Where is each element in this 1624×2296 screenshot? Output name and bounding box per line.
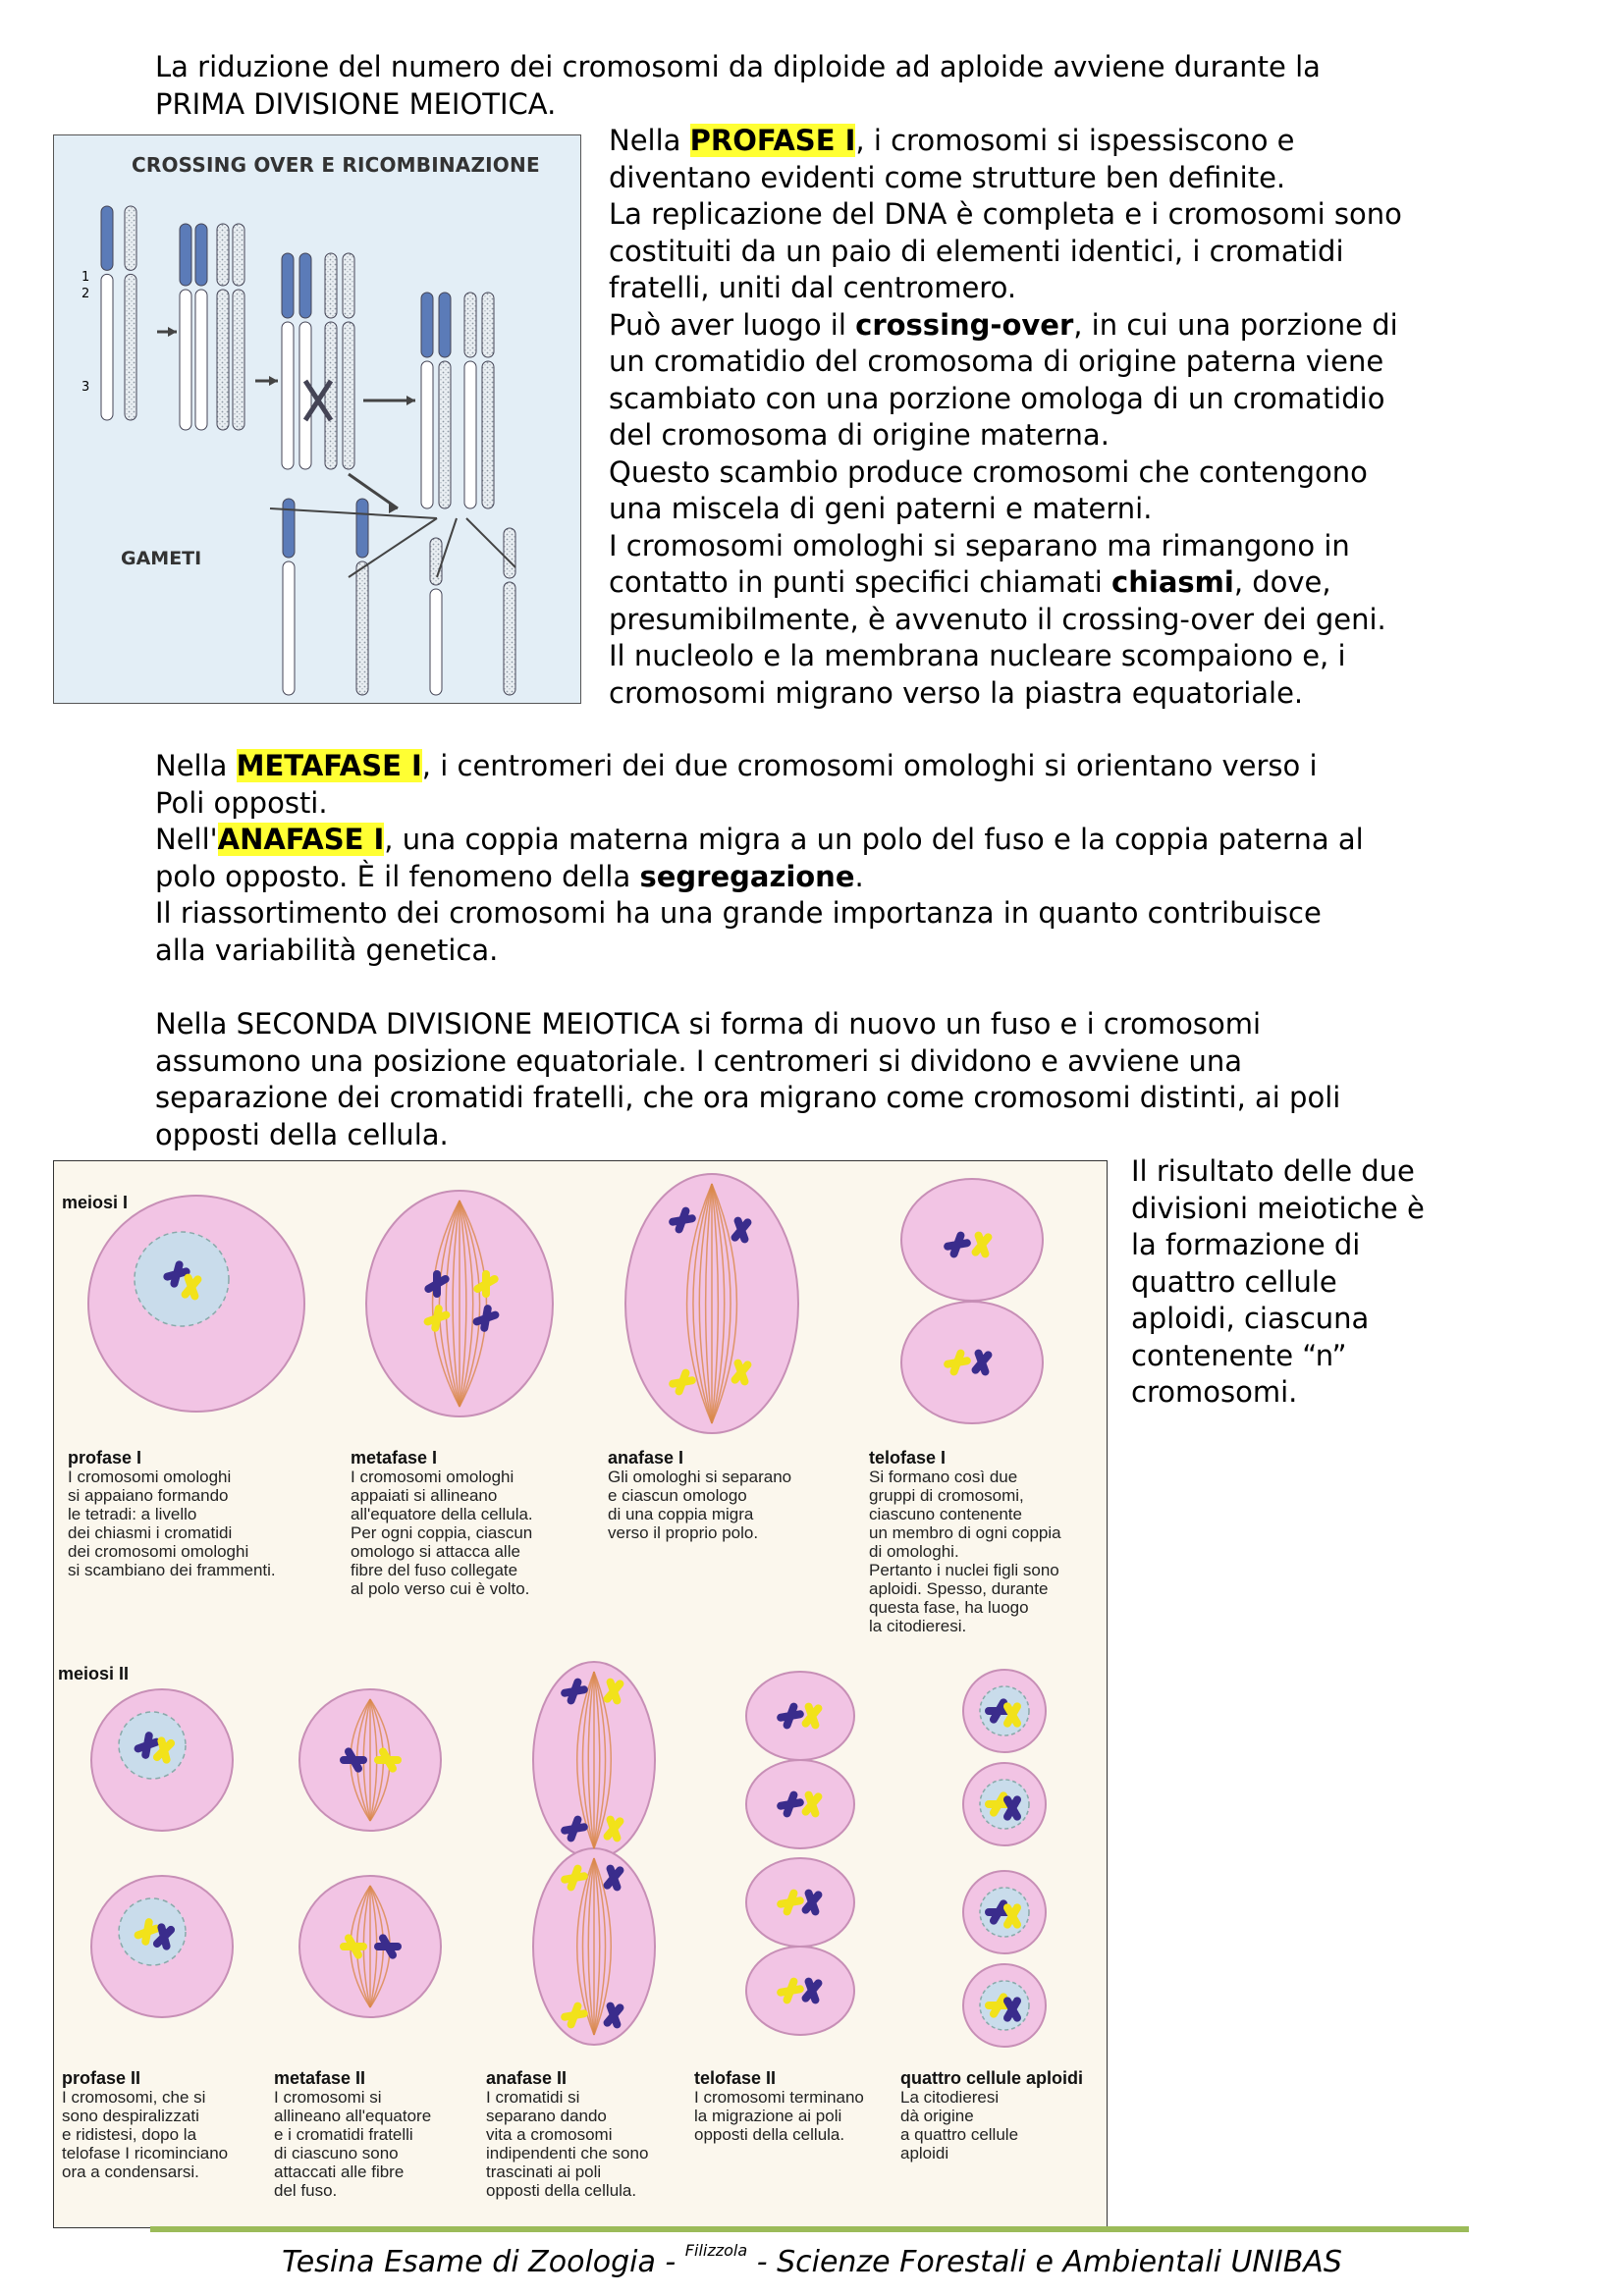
footer-right: - Scienze Forestali e Ambientali UNIBAS	[747, 2245, 1342, 2279]
phase-label-metafase-1: metafase I	[351, 1448, 438, 1468]
chromatid-m2b-lower	[233, 290, 244, 430]
chromatid-p3b-lower	[299, 322, 311, 469]
footer-rule	[150, 2226, 1469, 2232]
crossing-over-figure	[53, 134, 581, 704]
prophase-line-6a: Può aver luogo il	[609, 307, 856, 342]
gamete-4-upper	[504, 528, 515, 578]
figure-title: CROSSING OVER E RICOMBINAZIONE	[132, 153, 540, 177]
phase-label-anafase-1: anafase I	[608, 1448, 684, 1468]
gamete-4-lower	[504, 582, 515, 695]
gamete-3-lower	[430, 589, 442, 695]
arrow-line-4	[349, 474, 398, 508]
chromatid-p1-lower	[101, 274, 113, 420]
result-line-3: la formazione di	[1131, 1228, 1361, 1261]
chromatid-m3b-lower	[343, 322, 354, 469]
chromatid-p2a-upper	[180, 224, 191, 286]
second-division-line-1: Nella SECONDA DIVISIONE MEIOTICA si forma di nuovo un fuso e i cromosomi	[155, 1007, 1262, 1041]
locus-label-1: 1	[81, 270, 90, 285]
chromatid-p3a-upper	[282, 253, 294, 318]
prophase-paragraph	[609, 123, 1492, 712]
chromatid-m4a-lower	[464, 361, 476, 508]
gamete-2-upper	[356, 499, 368, 558]
metaphase-line-2: Poli opposti.	[155, 785, 328, 820]
chromosome-group	[101, 206, 515, 695]
phase-caption-anafase-1: Gli omologhi si separano e ciascun omologo di una coppia migra verso il proprio polo.	[608, 1468, 792, 1542]
phase-label-telofase-2: telofase II	[694, 2068, 777, 2088]
prophase-line-5: fratelli, uniti dal centromero.	[609, 271, 1017, 304]
result-paragraph	[1131, 1153, 1465, 1412]
chromatid-m3b-upper	[343, 253, 354, 318]
intro-line-1: La riduzione del numero dei cromosomi da diploide ad aploide avviene durante la	[155, 50, 1321, 83]
result-line-1: Il risultato delle due	[1131, 1154, 1415, 1188]
prophase-line-13c: , dove,	[1233, 565, 1331, 599]
second-division-line-4: opposti della cellula.	[155, 1117, 449, 1151]
cell-telofase-1-bottom	[901, 1302, 1043, 1423]
gametes-label: GAMETI	[121, 548, 202, 569]
chromatid-m2b-upper	[233, 224, 244, 286]
phase-caption-metafase-2: I cromosomi si allineano all'equatore e i cromatidi fratelli di ciascuno sono attaccati alle fibre del fuso.	[274, 2088, 432, 2200]
prophase-line-11: una miscela di geni paterni e materni.	[609, 492, 1153, 525]
phase-label-anafase-2: anafase II	[486, 2068, 568, 2088]
chromatid-p4a-upper	[421, 293, 433, 357]
result-line-5: aploidi, ciascuna	[1131, 1302, 1370, 1335]
crossing-over-term: crossing-over	[855, 307, 1074, 342]
prophase-line-10: Questo scambio produce cromosomi che contengono	[609, 454, 1368, 489]
prophase-line-14: presumibilmente, è avvenuto il crossing-over dei geni.	[609, 602, 1386, 636]
prophase-line-16: cromosomi migrano verso la piastra equatoriale.	[609, 675, 1304, 710]
chromatid-m4b-lower	[482, 361, 494, 508]
result-line-7: cromosomi.	[1131, 1375, 1298, 1409]
chromatid-m2a-lower	[217, 290, 229, 430]
prophase-line-8: scambiato con una porzione omologa di un cromatidio	[609, 381, 1385, 415]
anaphase-line-1: , una coppia materna migra a un polo del fuso e la coppia paterna al	[384, 823, 1364, 856]
gamete-1-lower	[283, 561, 295, 695]
prophase-line-1: , i cromosomi si ispessiscono e	[855, 124, 1295, 157]
prophase-line-15: Il nucleolo e la membrana nucleare scompaiono e, i	[609, 639, 1346, 672]
prophase-line-2: diventano evidenti come strutture ben definite.	[609, 160, 1286, 194]
phase-caption-profase-2: I cromosomi, che si sono despiralizzati e ridistesi, dopo la telofase I ricominciano ora a condensarsi.	[62, 2088, 229, 2181]
arrow-head-2	[269, 376, 278, 386]
chiasmi-term: chiasmi	[1111, 565, 1234, 599]
metaphase-lead: Nella	[155, 749, 237, 782]
metaphase-highlight: METAFASE I	[236, 749, 422, 782]
page-footer	[0, 2241, 1624, 2279]
chromatid-p2b-upper	[195, 224, 207, 286]
result-line-2: divisioni meiotiche è	[1131, 1191, 1425, 1225]
phase-label-aploid-cells: quattro cellule aploidi	[900, 2068, 1084, 2088]
chromatid-p4b-upper	[439, 293, 451, 357]
second-division-line-3: separazione dei cromatidi fratelli, che ora migrano come cromosomi distinti, ai poli	[155, 1081, 1341, 1114]
prophase-lead: Nella	[609, 124, 690, 157]
phase-caption-profase-1: I cromosomi omologhi si appaiano formando le tetradi: a livello dei chiasmi i cromatidi dei cromosomi omologhi si scambiano dei frammenti.	[68, 1468, 276, 1579]
chromatid-p4a-lower	[421, 361, 433, 508]
chromatid-p2a-lower	[180, 290, 191, 430]
prophase-line-9: del cromosoma di origine materna.	[609, 418, 1110, 452]
chromatid-p3b-upper	[299, 253, 311, 318]
prophase-line-6c: , in cui una porzione di	[1073, 307, 1398, 342]
second-division-line-2: assumono una posizione equatoriale. I centromeri si dividono e avviene una	[155, 1043, 1243, 1078]
chromatid-m4a-upper	[464, 293, 476, 357]
chromatid-p2b-lower	[195, 290, 207, 430]
anaphase-line-3: Il riassortimento dei cromosomi ha una grande importanza in quanto contribuisce	[155, 896, 1322, 930]
phase-label-metafase-2: metafase II	[274, 2068, 366, 2088]
chromatid-p1-upper	[101, 206, 113, 270]
result-line-4: quattro cellule	[1131, 1264, 1337, 1299]
footer-left: Tesina Esame di Zoologia -	[282, 2245, 685, 2279]
anaphase-line-2c: .	[854, 859, 864, 893]
arrow-head-3	[406, 396, 415, 405]
gamete-2-lower	[356, 561, 368, 695]
meiosis-figure	[53, 1160, 1108, 2228]
arrow-head-1	[168, 327, 177, 337]
chromatid-m1-upper	[125, 206, 136, 270]
locus-label-2: 2	[81, 287, 90, 301]
footer-author: Filizzola	[684, 2241, 748, 2260]
anaphase-highlight: ANAFASE I	[217, 823, 385, 856]
metaphase-line-1: , i centromeri dei due cromosomi omologhi si orientano verso i	[421, 749, 1318, 782]
phase-caption-aploid-cells: La citodieresi dà origine a quattro cellule aploidi	[900, 2088, 1019, 2163]
prophase-line-12: I cromosomi omologhi si separano ma rimangono in	[609, 528, 1350, 562]
phase-label-profase-2: profase II	[62, 2068, 141, 2088]
chromatid-m1-lower	[125, 274, 136, 420]
chromatid-p3a-lower	[282, 322, 294, 469]
meiosis-1-label: meiosi I	[62, 1193, 129, 1212]
phase-label-profase-1: profase I	[68, 1448, 142, 1468]
intro-line-2: PRIMA DIVISIONE MEIOTICA.	[155, 86, 557, 121]
second-division-paragraph	[155, 1006, 1471, 1153]
segregazione-term: segregazione	[639, 859, 855, 893]
chromatid-p4b-lower	[439, 361, 451, 508]
intro-paragraph	[155, 49, 1471, 123]
phase-label-telofase-1: telofase I	[869, 1448, 947, 1468]
anaphase-line-2a: polo opposto. È il fenomeno della	[155, 859, 640, 893]
metaphase-anaphase-paragraph	[155, 748, 1471, 969]
prophase-line-7: un cromatidio del cromosoma di origine paterna viene	[609, 345, 1384, 378]
phase-caption-metafase-1: I cromosomi omologhi appaiati si allineano all'equatore della cellula. Per ogni coppia, ciascun omologo si attacca alle fibre del fuso collegate al polo verso cui è volto.	[351, 1468, 533, 1598]
phase-caption-telofase-2: I cromosomi terminano la migrazione ai poli opposti della cellula.	[694, 2088, 864, 2144]
prophase-line-3: La replicazione del DNA è completa e i cromosomi sono	[609, 197, 1402, 231]
phase-caption-telofase-1: Si formano così due gruppi di cromosomi, ciascuno contenente un membro di ogni coppia di omologhi. Pertanto i nuclei figli sono aploidi. Spesso, durante questa fase, ha luogo la citodieresi.	[869, 1468, 1061, 1635]
nucleus-profase-1	[135, 1232, 229, 1326]
chromatid-m4b-upper	[482, 293, 494, 357]
phase-caption-anafase-2: I cromatidi si separano dando vita a cromosomi indipendenti che sono trascinati ai poli opposti della cellula.	[486, 2088, 649, 2200]
locus-label-3: 3	[81, 380, 90, 395]
gamete-3-upper	[430, 538, 442, 585]
prophase-highlight: PROFASE I	[689, 124, 856, 157]
chromatid-m3a-upper	[325, 253, 337, 318]
prophase-line-4: costituiti da un paio di elementi identici, i cromatidi	[609, 234, 1344, 268]
crossing-over-diagram	[54, 135, 582, 705]
cell-telofase-1-top	[901, 1179, 1043, 1301]
gamete-1-upper	[283, 499, 295, 558]
anaphase-lead: Nell'	[155, 823, 218, 856]
chromatid-m2a-upper	[217, 224, 229, 286]
chromatid-m3a-lower	[325, 322, 337, 469]
anaphase-line-4: alla variabilità genetica.	[155, 933, 499, 967]
meiosis-2-label: meiosi II	[58, 1664, 130, 1683]
prophase-line-13a: contatto in punti specifici chiamati	[609, 565, 1112, 599]
result-line-6: contenente “n”	[1131, 1338, 1347, 1372]
